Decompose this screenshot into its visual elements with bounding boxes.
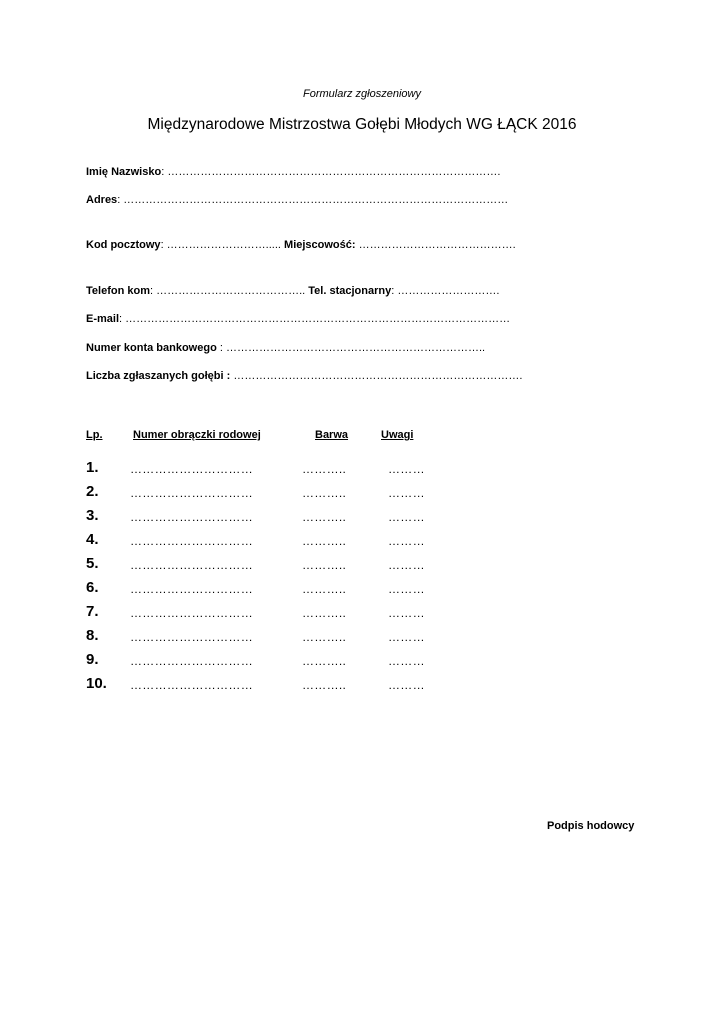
color-field[interactable]: ……….. <box>302 654 347 668</box>
ring-number-field[interactable]: ………………………… <box>130 486 253 500</box>
header-lp: Lp. <box>86 429 103 441</box>
row-number: 10. <box>86 675 107 692</box>
header-color: Barwa <box>315 429 349 441</box>
count-label: Liczba zgłaszanych gołębi : <box>86 370 231 382</box>
row-number: 5. <box>86 555 99 572</box>
color-field[interactable]: ……….. <box>302 462 347 476</box>
bank-dots[interactable]: : …………………………………………………………….. <box>216 342 486 354</box>
header-notes: Uwagi <box>381 429 414 441</box>
form-title: Międzynarodowe Mistrzostwa Gołębi Młodych WG ŁĄCK 2016 <box>147 116 577 133</box>
postal-dots[interactable]: : ………………………..... <box>160 239 281 251</box>
form-subtitle: Formularz zgłoszeniowy <box>303 88 421 100</box>
city-label: Miejscowość: <box>284 239 356 251</box>
row-number: 4. <box>86 531 99 548</box>
notes-field[interactable]: ……… <box>388 630 425 644</box>
name-label: Imię Nazwisko <box>86 166 162 178</box>
row-number: 7. <box>86 603 99 620</box>
notes-field[interactable]: ……… <box>388 606 425 620</box>
notes-field[interactable]: ……… <box>388 462 425 476</box>
landline-label: Tel. stacjonarny <box>308 285 392 297</box>
ring-number-field[interactable]: ………………………… <box>130 654 253 668</box>
phone-dots[interactable]: : ………………………………….. <box>149 285 306 297</box>
ring-number-field[interactable]: ………………………… <box>130 510 253 524</box>
color-field[interactable]: ……….. <box>302 678 347 692</box>
breeder-signature-label: Podpis hodowcy <box>547 820 635 832</box>
color-field[interactable]: ……….. <box>302 606 347 620</box>
address-field <box>86 194 508 206</box>
row-number: 9. <box>86 651 99 668</box>
address-dots[interactable]: : …………………………………………………………………………………………… <box>117 194 509 206</box>
email-label: E-mail <box>86 313 120 325</box>
row-number: 6. <box>86 579 99 596</box>
email-dots[interactable]: : …………………………………………………………………………………………… <box>119 313 511 325</box>
row-number: 1. <box>86 459 99 476</box>
count-dots[interactable]: ……………………………………………………………………. <box>230 370 523 382</box>
ring-number-field[interactable]: ………………………… <box>130 462 253 476</box>
ring-number-field[interactable]: ………………………… <box>130 606 253 620</box>
postal-city-field <box>86 239 516 251</box>
phone-label: Telefon kom <box>86 285 150 297</box>
notes-field[interactable]: ……… <box>388 486 425 500</box>
phone-field <box>86 285 499 297</box>
color-field[interactable]: ……….. <box>302 486 347 500</box>
landline-dots[interactable]: : ………………………. <box>391 285 500 297</box>
ring-number-field[interactable]: ………………………… <box>130 630 253 644</box>
postal-label: Kod pocztowy <box>86 239 161 251</box>
ring-number-field[interactable]: ………………………… <box>130 558 253 572</box>
name-field <box>86 166 500 178</box>
bank-label: Numer konta bankowego <box>86 342 217 354</box>
row-number: 2. <box>86 483 99 500</box>
bank-field <box>86 342 485 354</box>
color-field[interactable]: ……….. <box>302 582 347 596</box>
email-field <box>86 313 510 325</box>
notes-field[interactable]: ……… <box>388 678 425 692</box>
name-dots[interactable]: : ………………………………………………………………………………. <box>161 166 501 178</box>
row-number: 3. <box>86 507 99 524</box>
color-field[interactable]: ……….. <box>302 558 347 572</box>
notes-field[interactable]: ……… <box>388 510 425 524</box>
notes-field[interactable]: ……… <box>388 558 425 572</box>
ring-number-field[interactable]: ………………………… <box>130 534 253 548</box>
city-dots[interactable]: ……………………………………. <box>355 239 516 251</box>
color-field[interactable]: ……….. <box>302 534 347 548</box>
address-label: Adres <box>86 194 118 206</box>
notes-field[interactable]: ……… <box>388 582 425 596</box>
notes-field[interactable]: ……… <box>388 654 425 668</box>
ring-number-field[interactable]: ………………………… <box>130 582 253 596</box>
color-field[interactable]: ……….. <box>302 630 347 644</box>
count-field <box>86 370 522 382</box>
header-ring-number: Numer obrączki rodowej <box>133 429 261 441</box>
ring-number-field[interactable]: ………………………… <box>130 678 253 692</box>
row-number: 8. <box>86 627 99 644</box>
notes-field[interactable]: ……… <box>388 534 425 548</box>
color-field[interactable]: ……….. <box>302 510 347 524</box>
